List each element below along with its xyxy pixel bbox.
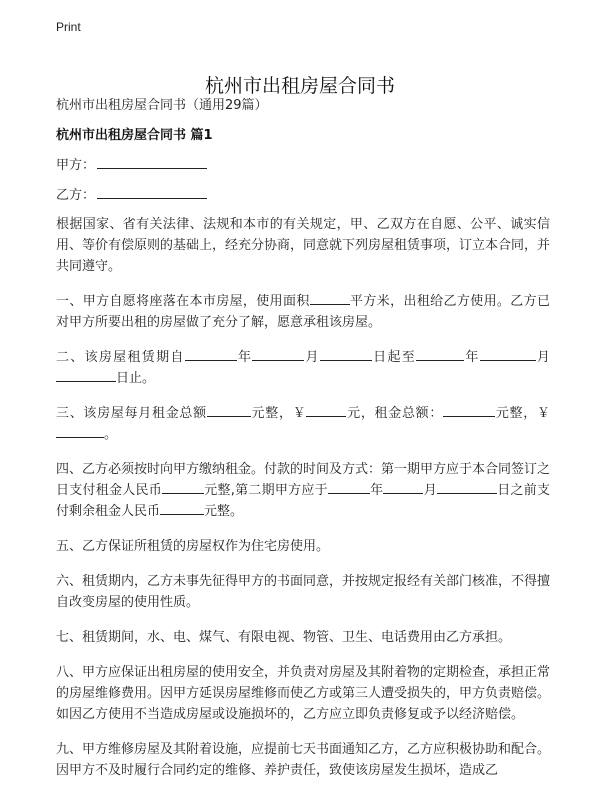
document-subtitle: 杭州市出租房屋合同书（通用29篇） (56, 98, 268, 113)
total-rent-number-blank (56, 424, 104, 438)
contract-body (56, 214, 550, 795)
p4-text-e: 日之前支付剩余租金人民币 (56, 483, 550, 519)
second-month-blank (383, 480, 423, 494)
party-a-blank (97, 156, 207, 169)
paragraph-3 (56, 403, 550, 445)
paragraph-7: 七、租赁期间，水、电、煤气、有限电视、物管、卫生、电话费用由乙方承担。 (56, 630, 512, 645)
p2-text-a: 二、该房屋租赁期自 (56, 350, 185, 365)
party-a-label: 甲方： (56, 158, 96, 173)
paragraph-4 (56, 459, 550, 522)
party-b-blank (97, 186, 207, 199)
monthly-rent-blank (207, 403, 251, 417)
p2-text-e: 年 (464, 350, 480, 365)
print-link[interactable]: Print (56, 20, 81, 34)
p3-text-d: 元整，￥ (495, 406, 550, 421)
start-year-blank (185, 347, 237, 361)
p3-text-a: 三、该房屋每月租金总额 (56, 406, 207, 421)
end-month-blank (480, 347, 536, 361)
paragraph-1 (56, 291, 550, 333)
paragraph-5: 五、乙方保证所租赁的房屋权作为住宅房使用。 (56, 539, 330, 554)
monthly-rent-number-blank (306, 403, 346, 417)
document-title: 杭州市出租房屋合同书 (204, 74, 395, 97)
end-day-blank (56, 368, 116, 382)
paragraph-intro: 根据国家、省有关法律、法规和本市的有关规定，甲、乙双方在自愿、公平、诚实信用、等价有偿原则的基础上，经充分协商，同意就下列房屋租赁事项，订立本合同，并共同遵守。 (56, 217, 551, 274)
first-payment-blank (162, 480, 204, 494)
p4-text-c: 年 (369, 483, 384, 498)
party-b-row (56, 184, 207, 203)
p3-text-b: 元整，￥ (250, 406, 307, 421)
p2-text-d: 日起至 (371, 350, 417, 365)
second-day-blank (437, 480, 497, 494)
p2-text-b: 年 (236, 350, 253, 365)
p4-text-b: 元整,第二期甲方应于 (204, 483, 328, 498)
total-rent-blank (443, 403, 495, 417)
p3-text-c: 元，租金总额： (346, 406, 444, 421)
area-blank (310, 291, 350, 305)
p4-text-f: 元整。 (204, 504, 244, 519)
p1-text-b: 平方米，出租给乙方使用。乙方已对甲方所要出租的房屋做了充分了解，愿意承租该房屋。 (56, 294, 550, 330)
p1-text-a: 一、甲方自愿将座落在本市房屋，使用面积 (56, 294, 310, 309)
end-year-blank (416, 347, 464, 361)
paragraph-6: 六、租赁期内，乙方未事先征得甲方的书面同意，并按规定报经有关部门核准，不得擅自改变房屋的使用性质。 (56, 574, 551, 610)
paragraph-8: 八、甲方应保证出租房屋的使用安全，并负责对房屋及其附着物的定期检查，承担正常的房屋维修费用。因甲方延误房屋维修而使乙方或第三人遭受损失的，甲方负责赔偿。如因乙方使用不当造成房屋或设施损坏的，乙方应立即负责修复或予以经济赔偿。 (56, 665, 551, 722)
p4-text-a: 四、乙方必须按时向甲方缴纳租金。付款的时间及方式：第一期甲方应于本合同签订之日支付租金人民币 (56, 462, 551, 498)
remaining-rent-blank (160, 501, 204, 515)
p4-text-d: 月 (423, 483, 437, 498)
second-year-blank (328, 480, 370, 494)
p2-text-f: 月 (535, 350, 550, 365)
p3-text-e: 。 (104, 427, 118, 442)
section-heading: 杭州市出租房屋合同书 篇1 (56, 128, 213, 143)
start-day-blank (320, 347, 372, 361)
p2-text-c: 月 (304, 350, 320, 365)
party-b-label: 乙方： (56, 188, 96, 203)
party-a-row (56, 154, 207, 173)
paragraph-9: 九、甲方维修房屋及其附着设施，应提前七天书面通知乙方，乙方应积极协助和配合。因甲方不及时履行合同约定的维修、养护责任，致使该房屋发生损坏，造成乙 (56, 742, 551, 778)
p2-text-g: 日止。 (116, 371, 156, 386)
paragraph-2 (56, 347, 550, 389)
start-month-blank (252, 347, 304, 361)
